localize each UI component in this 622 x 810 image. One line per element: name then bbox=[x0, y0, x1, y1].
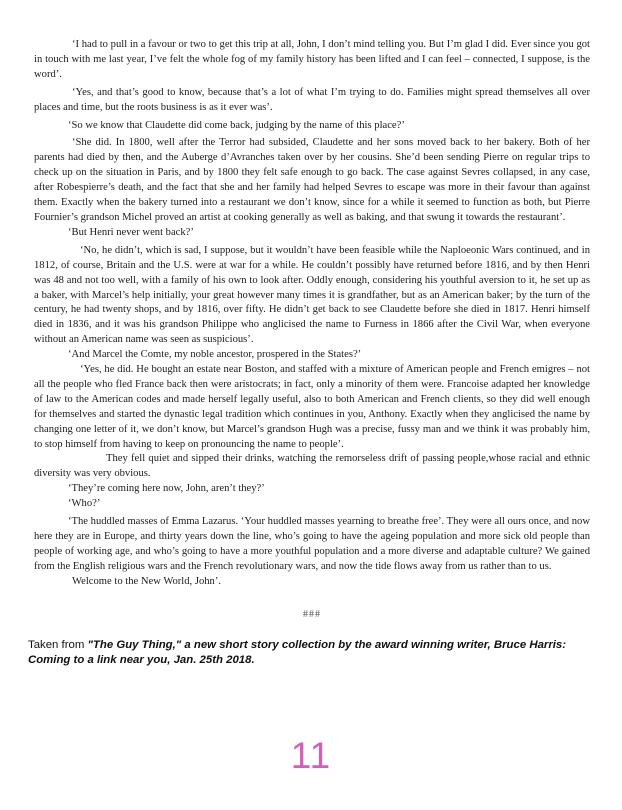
story-paragraph: ‘But Henri never went back?’ bbox=[68, 226, 194, 238]
section-separator: ### bbox=[303, 608, 321, 620]
page-content bbox=[28, 38, 590, 668]
story-paragraph: Welcome to the New World, John’. bbox=[72, 575, 222, 587]
page-number: 11 bbox=[290, 735, 332, 776]
story-paragraph: ‘Yes, and that’s good to know, because that’s a lot of what I’m trying to do. Families might spread themselves all over places and time, but the roots business is as it ever was’. bbox=[34, 86, 590, 113]
story-paragraph: ‘Yes, he did. He bought an estate near Boston, and staffed with a mixture of American people and French emigres – not all the people who fled France back then were aristocrats; in fact, only a minority of them were. Francoise adapted her knowledge of law to the American codes and made herself legally useful, also to both American and French clients, so they did well enough for themselves and started the dynastic legal tradition which continues in you, Anthony. Exactly when they anglicised the name by changing one letter of it, we don’t know, but Marcel’s grandson Hugh was a precise, fussy man and we think it was probably him, to stop himself from having to keep on pronouncing the name to people’. bbox=[34, 364, 590, 450]
story-paragraph: ‘Who?’ bbox=[68, 498, 101, 510]
credit-book-title: "The Guy Thing," bbox=[87, 638, 182, 651]
credit-note bbox=[28, 638, 600, 668]
story-paragraph: ‘They’re coming here now, John, aren’t they?’ bbox=[68, 483, 265, 495]
story-paragraph: They fell quiet and sipped their drinks, watching the remorseless drift of passing people,whose racial and ethnic diversity was very obvious. bbox=[34, 453, 590, 480]
story-paragraph: ‘She did. In 1800, well after the Terror had subsided, Claudette and her sons moved back to her bakery. Both of her parents had died by then, and the Auberge d’Avranches taken over by her cousins. She’d been sending Pierre on regular trips to check up on the situation in Paris, and by 1800 they felt safe enough to go back. The case against Sevres collapsed, in any case, after Robespierre’s death, and the fact that she and her family had helped Sevres to escape was more in their favour than against them. Exactly when the bakery turned into a restaurant we don’t know, since for a while it seemed to function as both, but Pierre Fournier’s grandson Michel proved an artist at cooking generally as well as baking, and that swung it towards the restaurant’. bbox=[34, 137, 590, 223]
story-paragraph: ‘No, he didn’t, which is sad, I suppose, but it wouldn’t have been feasible while the Naploeonic Wars continued, and in 1812, of course, Britain and the U.S. were at war for a while. He couldn’t possibly have returned before 1816, and by then Henri was 48 and not too well, with a family of his own to look after. Oddly enough, considering his youthful aversion to it, he set up as a baker, with Marcel’s help initially, your great however many times it is grandfather, but as an American baker; by the turn of the century, he had twenty shops, and by 1816, over fifty. He didn’t get back to see Claudette before she died in 1817. Henri himself died in 1836, and it was his grandson Philippe who anglicised the name to Furness in 1866 after the Civil War, when everyone without an American name was seen as suspicious’. bbox=[34, 244, 590, 346]
story-text bbox=[34, 38, 590, 590]
story-paragraph: ‘The huddled masses of Emma Lazarus. ‘Your huddled masses yearning to breathe free’. They were all ours once, and now here they are in Europe, and thirty years down the line, who’s going to have the ageing population and more sick old people than people of working age, and who’s going to have a more youthful population and a more diverse and adaptable culture? We gained from the English religious wars and the French revolutionary wars, and now the tide flows away from us rather than to us. bbox=[34, 516, 590, 572]
credit-prefix: Taken from bbox=[28, 638, 88, 651]
credit-description: a new short story collection by the award winning writer, Bruce Harris: Coming to a link near you, Jan. 25th 2018. bbox=[28, 638, 567, 666]
story-paragraph: ‘So we know that Claudette did come back, judging by the name of this place?’ bbox=[68, 119, 405, 131]
story-paragraph: ‘I had to pull in a favour or two to get this trip at all, John, I don’t mind telling you. But I’m glad I did. Ever since you got in touch with me last year, I’ve felt the whole fog of my family history has been lifted and I can feel – connected, I suppose, is the word’. bbox=[34, 39, 590, 80]
story-paragraph: ‘And Marcel the Comte, my noble ancestor, prospered in the States?’ bbox=[68, 349, 362, 361]
